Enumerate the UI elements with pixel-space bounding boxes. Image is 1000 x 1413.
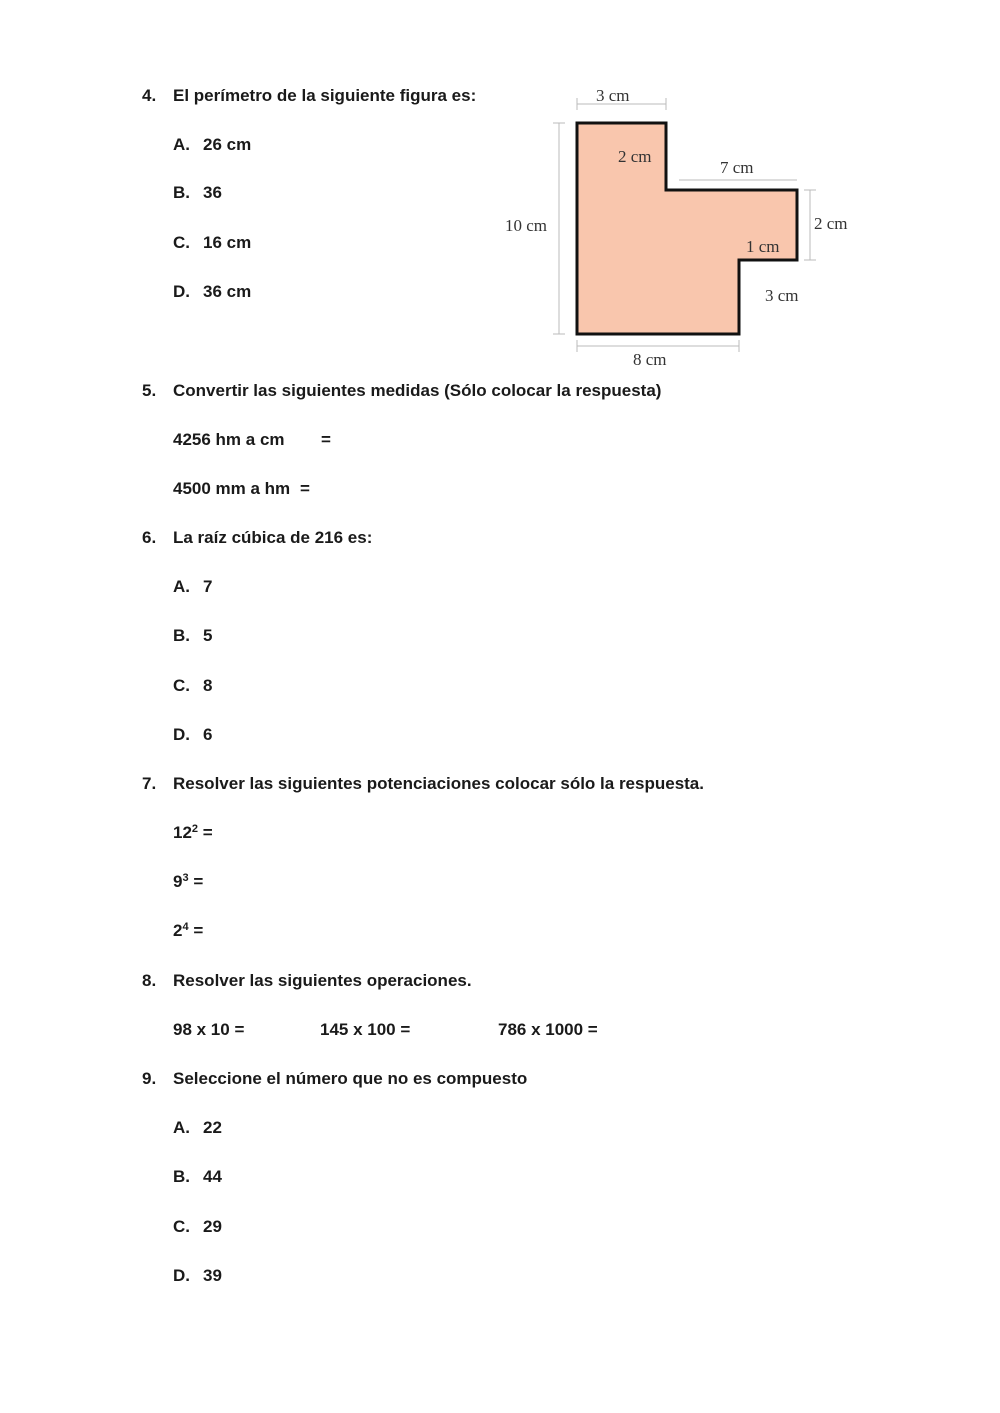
conversion-expression: 4256 hm a cm (173, 430, 285, 449)
power-base: 9 (173, 872, 183, 891)
option-letter: A. (173, 135, 190, 154)
option-letter: C. (173, 676, 190, 695)
conversion-equals: = (321, 430, 331, 449)
perimeter-figure (495, 78, 875, 378)
question-number: 9. (142, 1069, 157, 1088)
label-right-bottom: 3 cm (765, 286, 799, 305)
option-text: 29 (203, 1217, 222, 1236)
option-letter: C. (173, 233, 190, 252)
option-letter: B. (173, 1167, 190, 1186)
power-equals: = (198, 823, 213, 842)
option-letter: A. (173, 1118, 190, 1137)
option-text: 5 (203, 626, 213, 645)
question-text: Resolver las siguientes operaciones. (173, 971, 472, 990)
label-right-top: 2 cm (814, 214, 848, 233)
label-top: 3 cm (596, 86, 630, 105)
question-number: 5. (142, 381, 157, 400)
option-letter: B. (173, 626, 190, 645)
option-text: 26 cm (203, 135, 252, 154)
label-inner-vertical: 2 cm (618, 147, 652, 166)
option-text: 6 (203, 725, 213, 744)
conversion-expression: 4500 mm a hm (173, 479, 291, 498)
power-expression (173, 921, 203, 941)
option-text: 36 cm (203, 282, 252, 301)
option-letter: D. (173, 282, 190, 301)
question-text: Resolver las siguientes potenciaciones colocar sólo la respuesta. (173, 774, 704, 793)
question-text: El perímetro de la siguiente figura es: (173, 86, 477, 105)
option-letter: C. (173, 1217, 190, 1236)
label-bottom: 8 cm (633, 350, 667, 369)
option-text: 8 (203, 676, 213, 695)
label-step: 1 cm (746, 237, 780, 256)
option-text: 39 (203, 1266, 222, 1285)
option-letter: B. (173, 183, 190, 202)
conversion-equals: = (300, 479, 310, 498)
power-expression (173, 823, 213, 843)
option-text: 36 (203, 183, 222, 202)
l-shape-polygon (577, 123, 797, 334)
option-letter: A. (173, 577, 190, 596)
power-expression (173, 872, 203, 892)
operation: 786 x 1000 = (498, 1020, 598, 1039)
question-text: Seleccione el número que no es compuesto (173, 1069, 528, 1088)
option-text: 22 (203, 1118, 222, 1137)
question-number: 4. (142, 86, 157, 105)
operation: 145 x 100 = (320, 1020, 411, 1039)
operation: 98 x 10 = (173, 1020, 245, 1039)
question-number: 7. (142, 774, 157, 793)
power-exponent: 2 (191, 823, 199, 835)
power-equals: = (188, 872, 204, 891)
question-number: 8. (142, 971, 157, 990)
power-base: 2 (173, 921, 183, 940)
option-text: 16 cm (203, 233, 252, 252)
power-exponent: 3 (182, 872, 189, 884)
power-exponent: 4 (182, 921, 189, 933)
label-inner-horizontal: 7 cm (720, 158, 754, 177)
option-text: 7 (203, 577, 213, 596)
power-base: 12 (173, 823, 192, 842)
question-number: 6. (142, 528, 157, 547)
option-text: 44 (203, 1167, 222, 1186)
option-letter: D. (173, 725, 190, 744)
option-letter: D. (173, 1266, 190, 1285)
label-left: 10 cm (505, 216, 548, 235)
question-text: Convertir las siguientes medidas (Sólo colocar la respuesta) (173, 381, 662, 400)
question-text: La raíz cúbica de 216 es: (173, 528, 373, 547)
power-equals: = (188, 921, 204, 940)
